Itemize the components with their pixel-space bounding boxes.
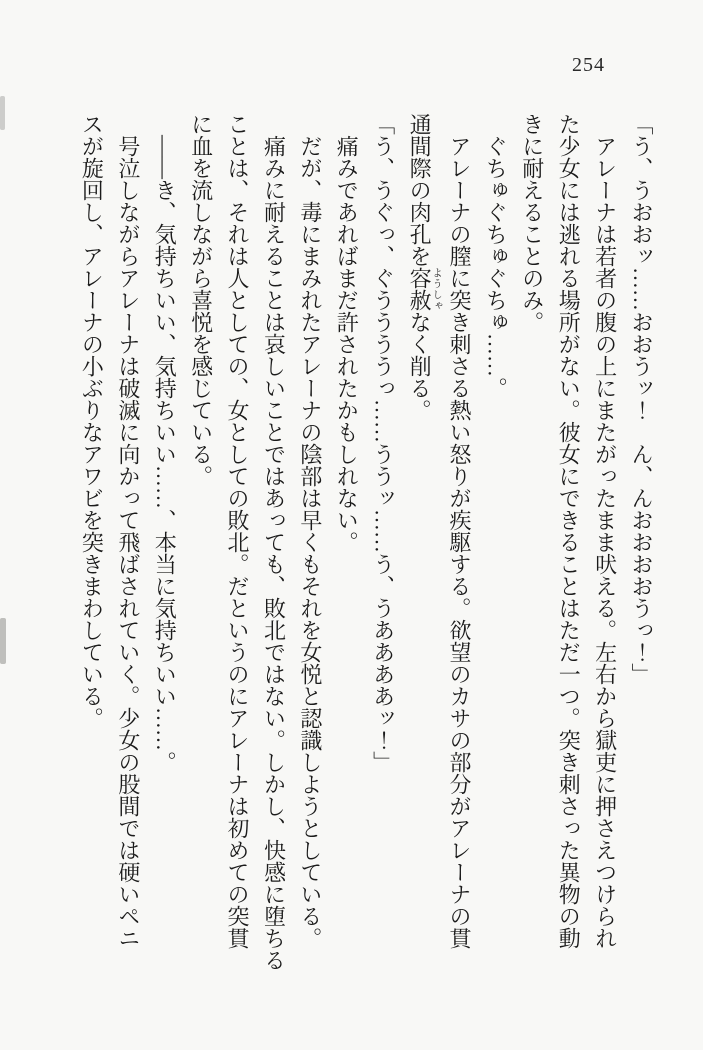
text-line: 痛みであればまだ許されたかもしれない。 (334, 135, 360, 553)
text-line: 号泣しながらアレーナは破滅に向かって飛ばされていく。少女の股間では硬いペニ (115, 135, 141, 949)
text-line: だが、毒にまみれたアレーナの陰部は早くもそれを女悦と認識しようとしている。 (297, 135, 323, 949)
text-line: 痛みに耐えることは哀しいことではあっても、敗北ではない。しかし、快感に堕ちる (261, 135, 287, 971)
scan-artifact (0, 96, 5, 130)
text-line: アレーナは若者の腹の上にまたがったまま吠える。左右から獄吏に押さえつけられ (592, 135, 618, 949)
text-line: きに耐えることのみ。 (519, 113, 545, 333)
text-line: アレーナの膣に突き刺さる熱い怒りが疾駆する。欲望のカサの部分がアレーナの貫 (446, 135, 472, 949)
text-line: 「う、うぐっ、ぐううううっ……ううッ……う、うああああッ！」 (370, 113, 396, 773)
scan-artifact (0, 618, 6, 664)
text-line: に血を流しながら喜悦を感じている。 (188, 113, 214, 487)
text-line: スが旋回し、アレーナの小ぶりなアワビを突きまわしている。 (79, 113, 105, 729)
page-number: 254 (572, 54, 605, 76)
body-text (75, 113, 659, 993)
ruby-annotated-word: 容赦ようしゃ (407, 267, 442, 311)
text-line: 「う、うおおッ……おおうッ！ ん、んおおおおうっ！」 (629, 113, 654, 685)
text-line: た少女には逃れる場所がない。彼女にできることはただ一つ。突き刺さった異物の動 (556, 113, 582, 949)
text-line: 通間際の肉孔を容赦ようしゃなく削る。 (407, 113, 442, 421)
text-line: ことは、それは人としての、女としての敗北。だというのにアレーナは初めての突貫 (225, 113, 251, 949)
text-line: ぐちゅぐちゅぐちゅ……。 (483, 135, 509, 399)
text-line: ――き、気持ちいい、気持ちいい……、本当に気持ちいい……。 (152, 135, 178, 773)
